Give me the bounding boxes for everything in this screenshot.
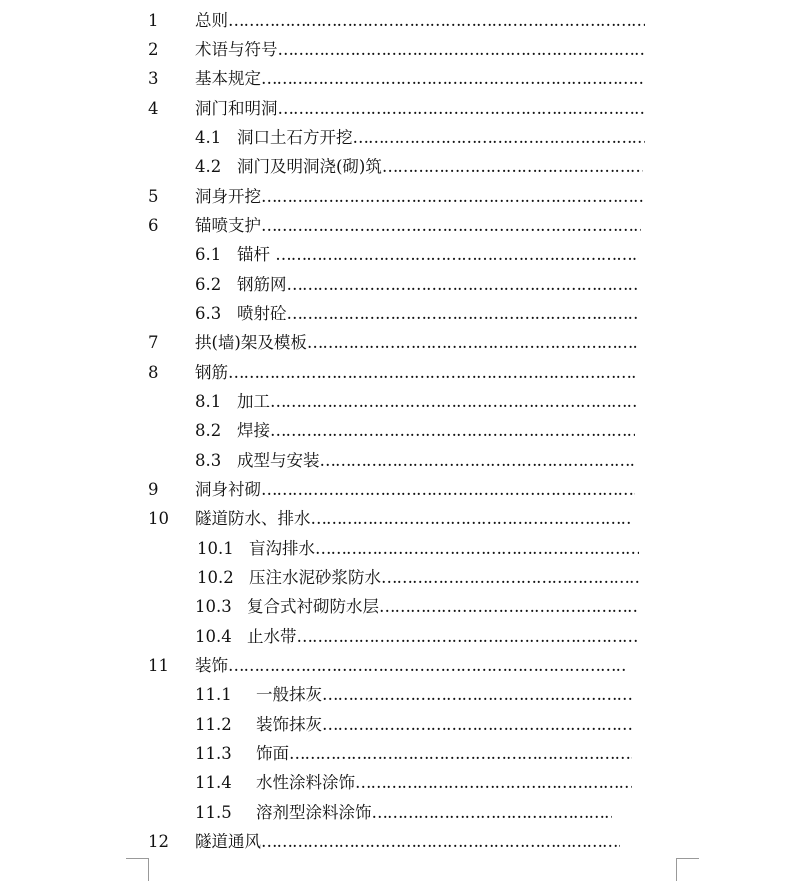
toc-title: 一般抹灰 …………………………………………………………………………………………………………………………………………………… (256, 680, 632, 709)
toc-number: 6.3 (195, 304, 222, 323)
toc-number: 11 (148, 656, 169, 675)
toc-number: 1 (148, 11, 159, 30)
toc-title: 洞身衬砌 …………………………………………………………………………………………………………………………………………………… (195, 475, 635, 504)
toc-number: 11.4 (195, 773, 232, 792)
toc-title: 喷射砼 …………………………………………………………………………………………………………………………………………………… (237, 299, 637, 328)
toc-title: 锚喷支护 …………………………………………………………………………………………………………………………………………………… (195, 211, 641, 240)
toc-number: 4.1 (195, 128, 222, 147)
toc-title: 复合式衬砌防水层 …………………………………………………………………………………………………………………………………………………… (247, 592, 637, 621)
toc-title: 成型与安装 …………………………………………………………………………………………………………………………………………………… (237, 446, 634, 475)
toc-number: 11.3 (195, 744, 232, 763)
toc-number: 7 (148, 333, 159, 352)
toc-title: 术语与符号 …………………………………………………………………………………………………………………………………………………… (195, 35, 645, 64)
toc-number: 2 (148, 40, 159, 59)
toc-number: 8.3 (195, 451, 222, 470)
toc-title: 焊接 …………………………………………………………………………………………………………………………………………………… (237, 416, 635, 445)
toc-title: 止水带 …………………………………………………………………………………………………………………………………………………… (247, 622, 637, 651)
toc-title: 总则 …………………………………………………………………………………………………………………………………………………… (195, 6, 645, 35)
toc-title: 溶剂型涂料涂饰 …………………………………………………………………………………………………………………………………………………… (256, 798, 612, 827)
toc-number: 8.2 (195, 421, 222, 440)
toc-number: 4 (148, 99, 159, 118)
toc-title: 拱(墙)架及模板 …………………………………………………………………………………………………………………………………………………… (195, 328, 638, 357)
toc-number: 10.2 (197, 568, 234, 587)
toc-title: 饰面 …………………………………………………………………………………………………………………………………………………… (256, 739, 632, 768)
toc-number: 3 (148, 69, 159, 88)
toc-title: 水性涂料涂饰 …………………………………………………………………………………………………………………………………………………… (256, 768, 632, 797)
toc-number: 11.1 (195, 685, 232, 704)
toc-number: 8 (148, 363, 159, 382)
toc-title: 压注水泥砂浆防水 …………………………………………………………………………………………………………………………………………………… (249, 563, 639, 592)
toc-title: 锚杆 …………………………………………………………………………………………………………………………………………………… (237, 240, 639, 269)
toc-title: 装饰抹灰 …………………………………………………………………………………………………………………………………………………… (256, 710, 632, 739)
toc-number: 6.1 (195, 245, 222, 264)
toc-number: 6 (148, 216, 159, 235)
toc-number: 4.2 (195, 157, 222, 176)
toc-number: 8.1 (195, 392, 222, 411)
toc-title: 钢筋网 …………………………………………………………………………………………………………………………………………………… (237, 270, 639, 299)
toc-number: 11.2 (195, 715, 232, 734)
toc-number: 6.2 (195, 275, 222, 294)
toc-number: 12 (148, 832, 169, 851)
toc-title: 隧道通风 …………………………………………………………………………………………………………………………………………………… (195, 827, 620, 856)
toc-title: 盲沟排水 …………………………………………………………………………………………………………………………………………………… (249, 534, 639, 563)
toc-title: 隧道防水、排水 …………………………………………………………………………………………………………………………………………………… (195, 504, 633, 533)
toc-title: 基本规定 …………………………………………………………………………………………………………………………………………………… (195, 64, 645, 93)
toc-number: 10.1 (197, 539, 234, 558)
toc-number: 11.5 (195, 803, 232, 822)
toc-title: 洞门及明洞浇(砌)筑 …………………………………………………………………………………………………………………………………………………… (237, 152, 643, 181)
toc-title: 洞口土石方开挖 …………………………………………………………………………………………………………………………………………………… (237, 123, 645, 152)
toc-number: 10.4 (195, 627, 232, 646)
toc-title: 装饰 …………………………………………………………………………………………………………………………………………………… (195, 651, 625, 680)
toc-number: 10 (148, 509, 169, 528)
toc-title: 加工 …………………………………………………………………………………………………………………………………………………… (237, 387, 636, 416)
toc-number: 10.3 (195, 597, 232, 616)
toc-number: 9 (148, 480, 159, 499)
toc-title: 钢筋 …………………………………………………………………………………………………………………………………………………… (195, 358, 638, 387)
toc-number: 5 (148, 187, 159, 206)
toc-title: 洞门和明洞 …………………………………………………………………………………………………………………………………………………… (195, 94, 645, 123)
toc-title: 洞身开挖 …………………………………………………………………………………………………………………………………………………… (195, 182, 643, 211)
